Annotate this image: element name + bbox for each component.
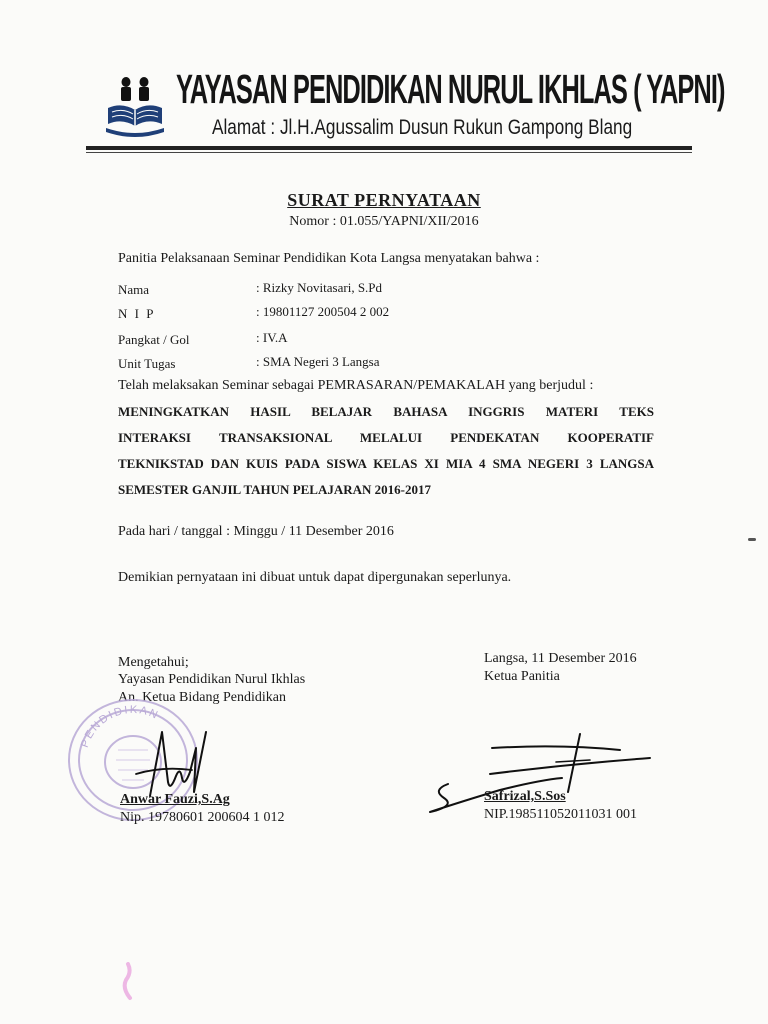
right-signatory-id: NIP.198511052011031 001 — [484, 807, 637, 822]
left-signatory-line1: Mengetahui; — [118, 655, 189, 670]
left-signatory-line3: An. Ketua Bidang Pendidikan — [118, 690, 286, 705]
right-signatory-line2: Ketua Panitia — [484, 669, 560, 684]
seminar-title-line: MENINGKATKAN HASIL BELAJAR BAHASA INGGRIS MATERI TEKS — [118, 404, 654, 419]
scan-artifact-smudge — [120, 962, 136, 1002]
left-signatory-name: Anwar Fauzi,S.Ag — [120, 792, 230, 807]
identity-label-rank: Pangkat / Gol — [118, 332, 190, 347]
foundation-logo — [104, 72, 166, 138]
letterhead-rule-thin — [86, 152, 692, 153]
intro-text: Panitia Pelaksanaan Seminar Pendidikan Kota Langsa menyatakan bahwa : — [118, 251, 540, 266]
identity-label-unit: Unit Tugas — [118, 356, 176, 371]
seminar-title-line: TEKNIKSTAD DAN KUIS PADA SISWA KELAS XI MIA 4 SMA NEGERI 3 LANGSA — [118, 456, 654, 471]
scan-artifact-mark — [748, 538, 756, 541]
stamp-text: PENDIDIKAN — [78, 703, 162, 750]
left-signatory-id: Nip. 19780601 200604 1 012 — [120, 810, 285, 825]
seminar-title-line: SEMESTER GANJIL TAHUN PELAJARAN 2016-2017 — [118, 482, 432, 497]
left-signature — [122, 722, 222, 802]
letterhead-rule-thick — [86, 146, 692, 150]
document-title: SURAT PERNYATAAN — [287, 190, 481, 210]
seminar-title-line: INTERAKSI TRANSAKSIONAL MELALUI PENDEKATAN KOOPERATIF — [118, 430, 654, 445]
document-number: Nomor : 01.055/YAPNI/XII/2016 — [289, 214, 479, 229]
date-line: Pada hari / tanggal : Minggu / 11 Desember 2016 — [118, 524, 394, 539]
right-signatory-name: Safrizal,S.Sos — [484, 789, 566, 804]
identity-value-unit: : SMA Negeri 3 Langsa — [256, 354, 380, 369]
identity-value-rank: : IV.A — [256, 330, 288, 345]
organization-name: YAYASAN PENDIDIKAN NURUL IKHLAS ( YAPNI) — [176, 66, 725, 112]
left-signatory-line2: Yayasan Pendidikan Nurul Ikhlas — [118, 672, 306, 687]
identity-value-nip: : 19801127 200504 2 002 — [256, 304, 390, 319]
identity-label-name: Nama — [118, 282, 150, 297]
right-signatory-line1: Langsa, 11 Desember 2016 — [484, 651, 637, 666]
closing-text: Demikian pernyataan ini dibuat untuk dapat dipergunakan seperlunya. — [118, 570, 512, 585]
identity-value-name: : Rizky Novitasari, S.Pd — [256, 280, 383, 295]
identity-label-nip: N I P — [118, 306, 156, 321]
seminar-statement: Telah melaksakan Seminar sebagai PEMRASARAN/PEMAKALAH yang berjudul : — [118, 378, 594, 393]
organization-address: Alamat : Jl.H.Agussalim Dusun Rukun Gampong Blang — [212, 116, 633, 139]
